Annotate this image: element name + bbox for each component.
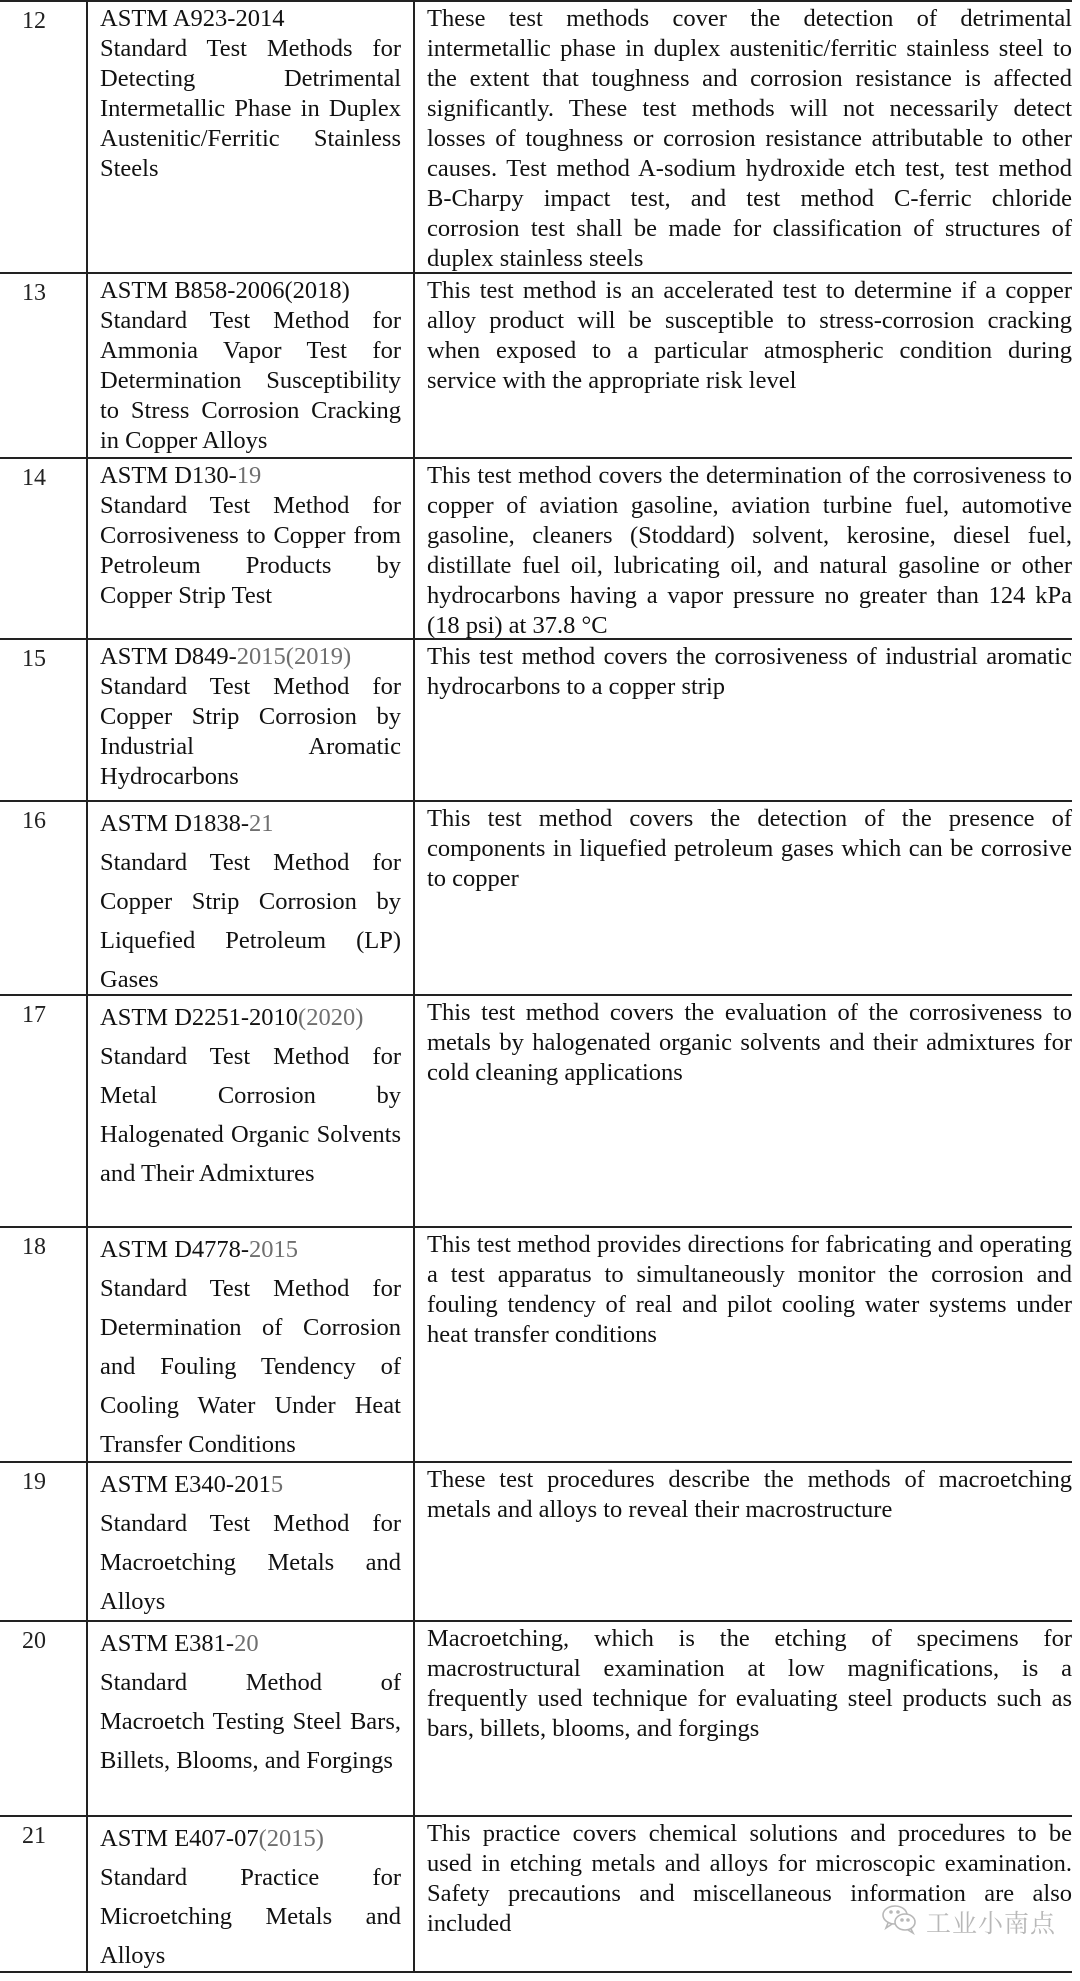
row-number: 16 <box>22 808 46 834</box>
standard-title: Standard Practice for Microetching Metals and Alloys <box>100 1864 401 1969</box>
description-cell: Macroetching, which is the etching of specimens for macrostructural examination at low magnifications, is a frequently used technique for evaluating steel products such as bars, billets, blooms, and forgings <box>413 1622 1072 1815</box>
standard-title: Standard Test Method for Corrosiveness to Copper from Petroleum Products by Copper Strip Test <box>100 492 401 609</box>
standard-cell <box>86 2 413 272</box>
table-row <box>0 638 1072 800</box>
standard-code: ASTM D1838-21 <box>100 810 274 837</box>
standard-code: ASTM E381-20 <box>100 1630 259 1657</box>
description-cell: This test method covers the determination of the corrosiveness to copper of aviation gasoline, aviation turbine fuel, automotive gasoline, cleaners (Stoddard) solvent, kerosine, diesel fuel, distillate fuel oil, lubricating oil, and natural gasoline or other hydrocarbons having a vapor pressure no greater than 124 kPa (18 psi) at 37.8 °C <box>413 459 1072 638</box>
description-cell: This test method provides directions for fabricating and operating a test apparatus to simultaneously monitor the corrosion and fouling tendency of real and pilot cooling water systems under heat transfer conditions <box>413 1228 1072 1461</box>
row-number: 20 <box>22 1628 46 1654</box>
table-row <box>0 1226 1072 1461</box>
standard-code: ASTM D130-19 <box>100 462 262 489</box>
standard-code: ASTM E407-07(2015) <box>100 1825 324 1852</box>
table-row <box>0 0 1072 272</box>
standard-title: Standard Method of Macroetch Testing Steel Bars, Billets, Blooms, and Forgings <box>100 1669 401 1774</box>
table-row <box>0 1815 1072 1973</box>
row-number: 13 <box>22 280 46 306</box>
standard-cell <box>86 802 413 994</box>
standard-title: Standard Test Method for Ammonia Vapor Test for Determination Susceptibility to Stress Corrosion Cracking in Copper Alloys <box>100 307 401 454</box>
description-cell: These test methods cover the detection of detrimental intermetallic phase in duplex austenitic/ferritic stainless steel to the extent that toughness and corrosion resistance is affected significantly. These test methods will not necessarily detect losses of toughness or corrosion resistance attributable to other causes. Test method A-sodium hydroxide etch test, test method B-Charpy impact test, and test method C-ferric chloride corrosion test shall be made for classification of structures of duplex stainless steels <box>413 2 1072 272</box>
standard-cell <box>86 1817 413 1971</box>
standard-code: ASTM B858-2006(2018) <box>100 277 350 304</box>
standard-cell <box>86 1463 413 1620</box>
standard-code: ASTM A923-2014 <box>100 5 285 32</box>
standard-code: ASTM E340-2015 <box>100 1471 284 1498</box>
standard-cell <box>86 274 413 457</box>
row-number: 15 <box>22 646 46 672</box>
standard-title: Standard Test Methods for Detecting Detrimental Intermetallic Phase in Duplex Austenitic/Ferritic Stainless Steels <box>100 35 401 182</box>
description-cell: These test procedures describe the methods of macroetching metals and alloys to reveal their macrostructure <box>413 1463 1072 1620</box>
standard-code: ASTM D2251-2010(2020) <box>100 1004 364 1031</box>
standard-title: Standard Test Method for Copper Strip Corrosion by Industrial Aromatic Hydrocarbons <box>100 673 401 790</box>
description-cell: This test method covers the detection of the presence of components in liquefied petroleum gases which can be corrosive to copper <box>413 802 1072 994</box>
row-number: 18 <box>22 1234 46 1260</box>
row-number: 17 <box>22 1002 46 1028</box>
row-number: 21 <box>22 1823 46 1849</box>
standard-title: Standard Test Method for Copper Strip Corrosion by Liquefied Petroleum (LP) Gases <box>100 849 401 993</box>
standard-cell <box>86 1622 413 1815</box>
table-row <box>0 272 1072 457</box>
standard-cell <box>86 640 413 800</box>
standard-title: Standard Test Method for Determination of Corrosion and Fouling Tendency of Cooling Water Under Heat Transfer Conditions <box>100 1275 401 1458</box>
table-row <box>0 994 1072 1226</box>
table-row <box>0 1461 1072 1620</box>
standard-cell <box>86 1228 413 1461</box>
row-number: 14 <box>22 465 46 491</box>
table-row <box>0 1620 1072 1815</box>
watermark-text: 工业小南点 <box>926 1909 1057 1938</box>
watermark <box>880 1903 1056 1941</box>
standard-title: Standard Test Method for Metal Corrosion by Halogenated Organic Solvents and Their Admixtures <box>100 1043 401 1187</box>
description-cell: This test method covers the corrosiveness of industrial aromatic hydrocarbons to a copper strip <box>413 640 1072 800</box>
standard-title: Standard Test Method for Macroetching Metals and Alloys <box>100 1510 401 1615</box>
standard-cell <box>86 459 413 638</box>
row-number: 19 <box>22 1469 46 1495</box>
description-cell: This test method covers the evaluation of the corrosiveness to metals by halogenated organic solvents and their admixtures for cold cleaning applications <box>413 996 1072 1226</box>
standard-cell <box>86 996 413 1226</box>
standard-code: ASTM D849-2015(2019) <box>100 643 352 670</box>
row-number: 12 <box>22 8 46 34</box>
description-cell: This test method is an accelerated test to determine if a copper alloy product will be susceptible to stress-corrosion cracking when exposed to a particular atmospheric condition during service with the appropriate risk level <box>413 274 1072 457</box>
table-row <box>0 457 1072 638</box>
wechat-icon <box>880 1903 920 1941</box>
description-cell: This practice covers chemical solutions and procedures to be used in etching metals and alloys for microscopic examination. Safety precautions and miscellaneous information are also included <box>413 1817 1072 1971</box>
table-row <box>0 800 1072 994</box>
standard-code: ASTM D4778-2015 <box>100 1236 299 1263</box>
